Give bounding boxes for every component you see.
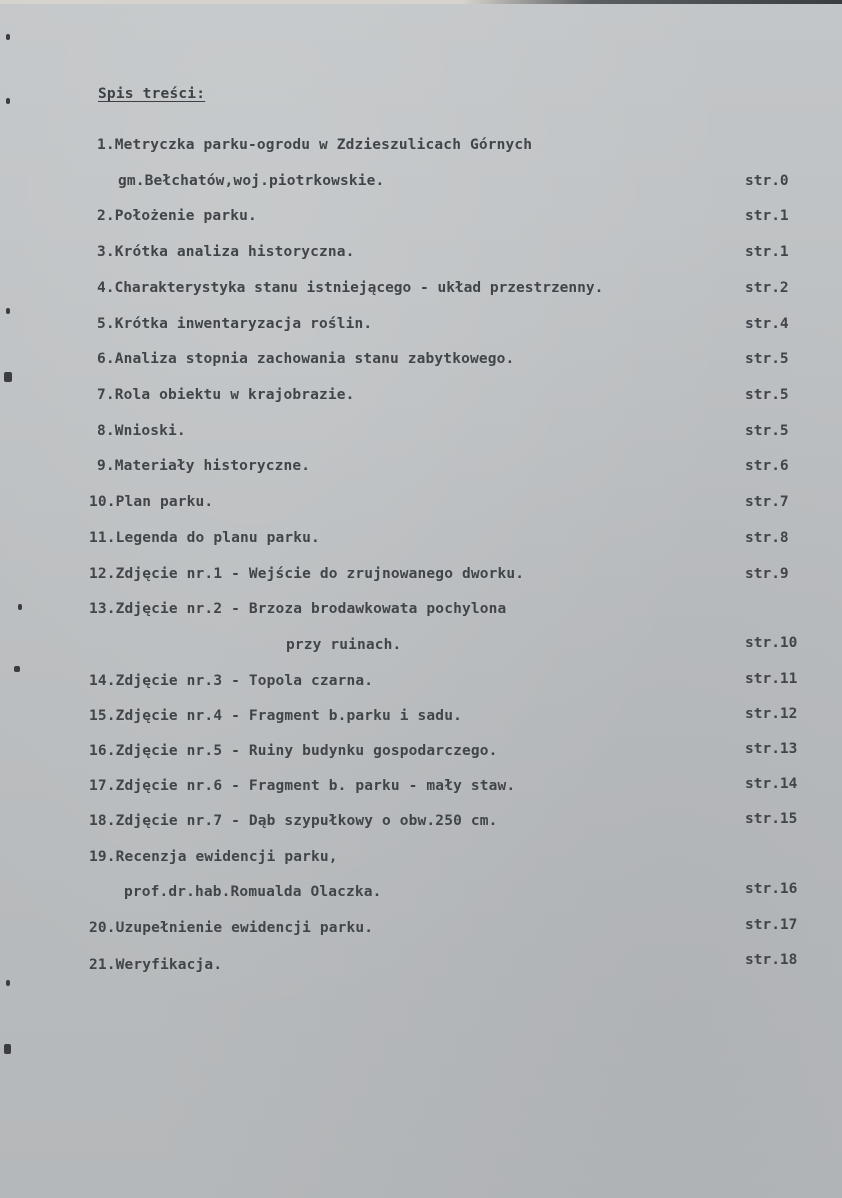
toc-entry-page: str.1: [745, 244, 789, 260]
toc-entry-page: str.7: [745, 494, 789, 510]
toc-entry-page: str.2: [745, 280, 789, 296]
toc-entry-text: gm.Bełchatów,woj.piotrkowskie.: [118, 173, 385, 189]
toc-entry-page: str.12: [745, 706, 798, 722]
toc-entry-page: str.5: [745, 351, 789, 367]
punch-mark: [4, 1044, 11, 1054]
toc-entry-page: str.11: [745, 671, 798, 687]
toc-entry-text: 16.Zdjęcie nr.5 - Ruiny budynku gospodarczego.: [89, 743, 498, 759]
toc-entry-page: str.10: [745, 635, 798, 651]
toc-entry-page: str.5: [745, 387, 789, 403]
toc-entry-text: 10.Plan parku.: [89, 494, 214, 510]
punch-mark: [6, 980, 10, 986]
toc-entry-page: str.15: [745, 811, 798, 827]
toc-entry-text: 6.Analiza stopnia zachowania stanu zabytkowego.: [97, 351, 515, 367]
toc-entry-text: 7.Rola obiektu w krajobrazie.: [97, 387, 355, 403]
toc-entry-text: 5.Krótka inwentaryzacja roślin.: [97, 316, 373, 332]
toc-entry-text: 2.Położenie parku.: [97, 208, 257, 224]
toc-entry-page: str.16: [745, 881, 798, 897]
toc-entry-text: 1.Metryczka parku-ogrodu w Zdzieszulicach Górnych: [97, 137, 533, 153]
toc-entry-text: 11.Legenda do planu parku.: [89, 530, 320, 546]
toc-entry-text: 20.Uzupełnienie ewidencji parku.: [89, 920, 374, 936]
toc-entry-page: str.0: [745, 173, 789, 189]
punch-mark: [18, 604, 22, 610]
toc-entry-text: 4.Charakterystyka stanu istniejącego - układ przestrzenny.: [97, 280, 604, 296]
page-top-edge: [0, 0, 842, 4]
toc-entry-page: str.18: [745, 952, 798, 968]
page-title: Spis treści:: [98, 86, 206, 102]
toc-entry-page: str.6: [745, 458, 789, 474]
toc-entry-text: 3.Krótka analiza historyczna.: [97, 244, 355, 260]
toc-entry-text: 9.Materiały historyczne.: [97, 458, 311, 474]
toc-entry-text: prof.dr.hab.Romualda Olaczka.: [124, 884, 382, 900]
toc-entry-text: 14.Zdjęcie nr.3 - Topola czarna.: [89, 673, 374, 689]
toc-entry-page: str.13: [745, 741, 798, 757]
punch-mark: [14, 666, 20, 672]
toc-entry-page: str.9: [745, 566, 789, 582]
toc-entry-text: 17.Zdjęcie nr.6 - Fragment b. parku - mały staw.: [89, 778, 516, 794]
toc-entry-page: str.5: [745, 423, 789, 439]
toc-entry-text: 15.Zdjęcie nr.4 - Fragment b.parku i sadu.: [89, 708, 462, 724]
punch-mark: [6, 308, 10, 314]
toc-entry-page: str.14: [745, 776, 798, 792]
toc-entry-text: 13.Zdjęcie nr.2 - Brzoza brodawkowata pochylona: [89, 601, 507, 617]
punch-mark: [4, 372, 12, 382]
toc-entry-text: przy ruinach.: [286, 637, 402, 653]
toc-entry-text: 18.Zdjęcie nr.7 - Dąb szypułkowy o obw.250 cm.: [89, 813, 498, 829]
toc-entry-text: 12.Zdjęcie nr.1 - Wejście do zrujnowanego dworku.: [89, 566, 525, 582]
toc-entry-page: str.1: [745, 208, 789, 224]
punch-mark: [6, 98, 10, 104]
toc-entry-text: 21.Weryfikacja.: [89, 957, 223, 973]
toc-entry-page: str.8: [745, 530, 789, 546]
toc-entry-text: 19.Recenzja ewidencji parku,: [89, 849, 338, 865]
punch-mark: [6, 34, 10, 40]
toc-entry-page: str.4: [745, 316, 789, 332]
toc-entry-text: 8.Wnioski.: [97, 423, 186, 439]
toc-entry-page: str.17: [745, 917, 798, 933]
